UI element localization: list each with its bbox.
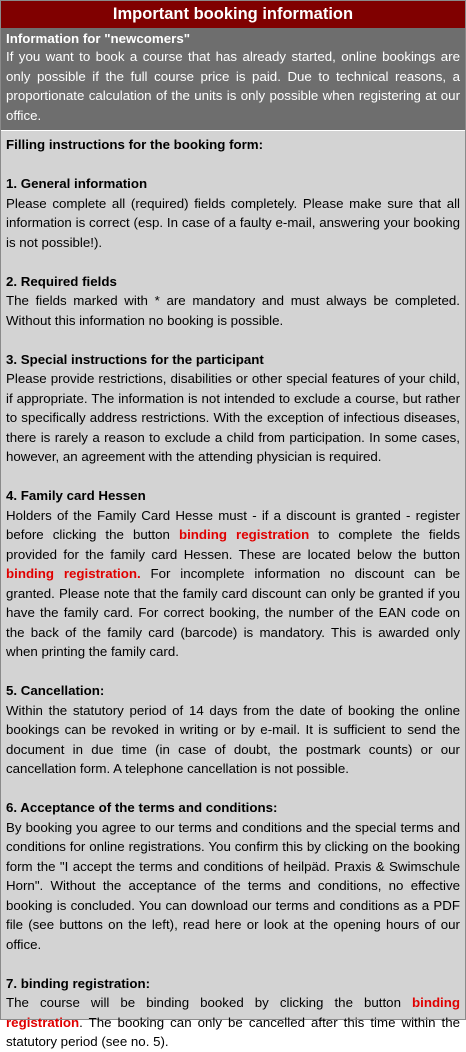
section-binding-registration bbox=[6, 974, 460, 1052]
section-body: The fields marked with * are mandatory and must always be completed. Without this information no booking is possible. bbox=[6, 293, 460, 328]
binding-registration-highlight: binding registration bbox=[6, 995, 460, 1030]
section-heading: 5. Cancellation: bbox=[6, 683, 105, 698]
body-text: Holders of the Family Card Hesse must - if a discount is granted - register before clicking the button bbox=[6, 507, 460, 542]
section-body: Please complete all (required) fields completely. Please make sure that all information is correct (esp. In case of a faulty e-mail, answering your booking is not possible!). bbox=[6, 195, 460, 250]
section-heading: 6. Acceptance of the terms and conditions: bbox=[6, 800, 278, 815]
section-body: Within the statutory period of 14 days from the date of booking the online bookings can be revoked in writing or by e-mail. It is sufficient to send the document in due time (in case of doubt, the postmark counts) or our cancellation form. A telephone cancellation is not possible. bbox=[6, 702, 460, 776]
binding-registration-highlight: binding registration. bbox=[6, 566, 141, 581]
section-body: Please provide restrictions, disabilities or other special features of your child, if appropriate. The information is not intended to exclude a course, but rather to specifically address restrictions. With the exception of infectious diseases, there is rarely a reason to exclude a child from participation. In some cases, however, an agreement with the attending physician is required. bbox=[6, 371, 460, 464]
body-text: . The booking can only be cancelled after this time within the statutory period (see no. 5). bbox=[6, 1014, 460, 1049]
body-text: The course will be binding booked by clicking the button bbox=[6, 995, 412, 1010]
section-heading: 7. binding registration: bbox=[6, 975, 151, 991]
body-text: For incomplete information no discount can be granted. Please note that the family card discount can only be granted if you have the family card. For correct booking, the number of the EAN code on the back of the family card (barcode) is mandatory. This is awarded only when printing the family card. bbox=[6, 566, 460, 659]
newcomers-text: If you want to book a course that has already started, online bookings are only possible if the full course price is paid. Due to technical reasons, a proportionate calculation of the units is only possible when registering at our office. bbox=[6, 49, 460, 123]
section-heading: 3. Special instructions for the participant bbox=[6, 351, 264, 367]
page-title: Important booking information bbox=[1, 1, 465, 28]
section-heading: 1. General information bbox=[6, 176, 148, 191]
section-terms-acceptance bbox=[6, 798, 460, 954]
section-special-instructions bbox=[6, 350, 460, 467]
section-required-fields bbox=[6, 272, 460, 331]
filling-instructions bbox=[1, 130, 465, 1052]
section-general-information bbox=[6, 174, 460, 252]
section-cancellation bbox=[6, 681, 460, 779]
section-body bbox=[6, 506, 460, 662]
section-heading: 4. Family card Hessen bbox=[6, 488, 146, 503]
instructions-title: Filling instructions for the booking form: bbox=[6, 137, 264, 152]
section-body bbox=[6, 993, 460, 1052]
newcomers-info-box bbox=[1, 28, 465, 130]
section-body: By booking you agree to our terms and conditions and the special terms and conditions for online registrations. You confirm this by clicking on the booking form the "I accept the terms and conditions of heilpäd. Praxis & Swimschule Horn". Without the acceptance of the terms and conditions, no effective booking is concluded. You can download our terms and conditions as a PDF file (see buttons on the left), read here or look at the opening hours of our office. bbox=[6, 819, 460, 952]
section-family-card bbox=[6, 486, 460, 662]
newcomers-heading: Information for "newcomers" bbox=[6, 31, 191, 46]
body-text: to complete the fields provided for the family card Hessen. These are located below the button bbox=[6, 527, 460, 562]
section-heading: 2. Required fields bbox=[6, 273, 117, 289]
binding-registration-highlight: binding registration bbox=[178, 527, 310, 542]
